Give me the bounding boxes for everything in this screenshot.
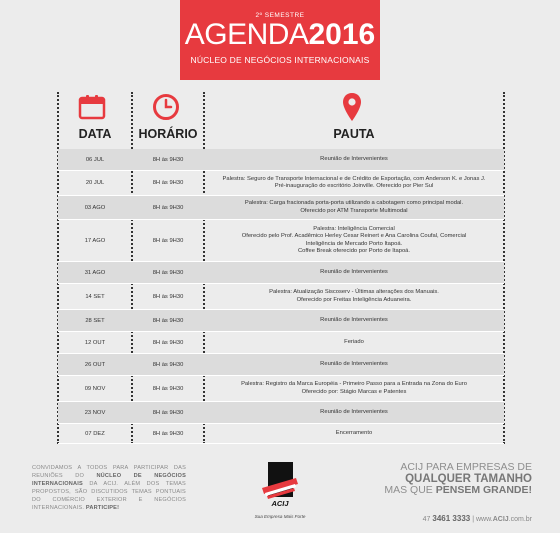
row-time: 8H às 9H30 [152, 409, 184, 416]
row-agenda [204, 409, 504, 416]
table-row [58, 196, 504, 220]
banner-subtitle: NÚCLEO DE NEGÓCIOS INTERNACIONAIS [190, 55, 370, 65]
map-pin-icon [342, 92, 362, 127]
agenda-banner [180, 0, 380, 80]
row-time: 8H às 9H30 [152, 317, 184, 324]
row-agenda [204, 289, 504, 304]
table-row [58, 402, 504, 424]
header-agenda: PAUTA [333, 127, 375, 141]
table-row [58, 354, 504, 376]
agenda-line: Palestra: Carga fracionada porta-porta utilizando a cabotagem como principal modal. [244, 200, 464, 207]
table-row [58, 310, 504, 332]
invite-text-2: DA ACIJ. ALÉM DOS TEMAS PROPOSTOS, SÃO DISCUTIDOS TEMAS PONTUAIS DO COMÉRCIO EXTERIOR E NEGÓCIOS INTERNACIONAIS. [32, 481, 186, 511]
agenda-line: Oferecido por: Stágio Marcas e Patentes [301, 388, 407, 395]
row-date: 14 SET [85, 293, 105, 300]
agenda-line: Reunião de Intervenientes [320, 155, 388, 162]
agenda-line: Oferecido pelo Prof. Acadêmico Herley Cesar Reinert e Ana Carolina Coufal, Comercial [241, 233, 467, 240]
agenda-line: Reunião de Intervenientes [320, 360, 388, 367]
contact-separator: | [472, 516, 475, 523]
row-agenda [204, 176, 504, 191]
row-time: 8H às 9H30 [152, 430, 184, 437]
agenda-line: Encerramento [335, 429, 373, 436]
clock-icon [152, 93, 180, 126]
row-date: 28 SET [85, 317, 105, 324]
invite-bold-1: NÚCLEO DE NEGÓCIOS INTERNACIONAIS [32, 473, 186, 487]
website-suffix: .com.br [508, 516, 532, 523]
phone-ddd: 47 [422, 516, 431, 523]
phone-number: 3461 3333 [432, 514, 471, 523]
header-time: HORÁRIO [138, 127, 198, 141]
agenda-line: Reunião de Intervenientes [320, 316, 388, 323]
agenda-line: Palestra: Seguro de Transporte Internacional e de Crédito de Exportação, com Anderson K. e Jonas J. [222, 175, 486, 182]
agenda-line: Palestra: Registro da Marca Européia - Primeiro Passo para a Entrada na Zona do Euro [241, 381, 467, 388]
invitation-text [32, 464, 186, 512]
row-date: 26 OUT [84, 361, 106, 368]
agenda-line: Inteligência de Mercado Porto Itapoá. [305, 240, 403, 247]
row-agenda [204, 269, 504, 276]
agenda-line: Reunião de Intervenientes [320, 268, 388, 275]
table-row [58, 376, 504, 402]
acij-logo [240, 462, 320, 519]
table-row [58, 284, 504, 310]
row-time: 8H às 9H30 [152, 361, 184, 368]
row-time: 8H às 9H30 [152, 385, 184, 392]
row-agenda [204, 430, 504, 437]
title-word: AGENDA [184, 18, 309, 51]
row-date: 12 OUT [84, 339, 106, 346]
table-row [58, 332, 504, 354]
slogan-line-2: QUALQUER TAMANHO [405, 472, 532, 485]
slogan-line-3a: MAS QUE [384, 484, 436, 496]
row-date: 31 AGO [84, 269, 106, 276]
agenda-line: Reunião de Intervenientes [320, 408, 388, 415]
row-time: 8H às 9H30 [152, 269, 184, 276]
agenda-title [180, 18, 380, 52]
slogan-line-1: ACIJ PARA EMPRESAS DE [400, 461, 532, 473]
row-agenda [204, 381, 504, 396]
slogan [372, 462, 532, 497]
acij-logo-mark [255, 462, 305, 508]
website-link[interactable] [476, 516, 532, 523]
slogan-line-3b: PENSEM GRANDE! [435, 484, 532, 496]
row-agenda [204, 317, 504, 324]
row-date: 09 NOV [84, 385, 106, 392]
header-date: DATA [78, 127, 112, 141]
row-time: 8H às 9H30 [152, 180, 184, 186]
agenda-line: Oferecido por Freitas Inteligência Aduaneira. [296, 296, 412, 303]
row-date: 23 NOV [84, 409, 106, 416]
agenda-line: Palestra: Inteligência Comercial [313, 225, 395, 232]
invite-bold-2: PARTICIPE! [85, 505, 120, 511]
table-row [58, 262, 504, 284]
row-time: 8H às 9H30 [152, 204, 184, 211]
row-date: 03 AGO [84, 204, 106, 211]
calendar-icon [78, 94, 106, 125]
agenda-line: Oferecido por ATM Transporte Multimodal [300, 207, 408, 214]
row-agenda [204, 226, 504, 256]
row-time: 8H às 9H30 [152, 237, 184, 244]
row-time: 8H às 9H30 [152, 293, 184, 300]
logo-tagline: Sua Empresa Mais Forte [254, 514, 306, 519]
row-agenda [204, 339, 504, 346]
table-row [58, 149, 504, 171]
agenda-table [58, 149, 504, 444]
contact-info [374, 514, 532, 523]
row-date: 07 DEZ [85, 430, 105, 437]
row-date: 06 JUL [85, 156, 105, 163]
invite-text-1: CONVIDAMOS A TODOS PARA PARTICIPAR DAS REUNIÕES DO [32, 465, 186, 479]
semester-label: 2º SEMESTRE [255, 12, 305, 19]
agenda-line: Palestra: Atualização Siscoserv - Últimas alterações dos Manuais. [269, 289, 439, 296]
website-prefix: www. [475, 516, 493, 523]
agenda-line: Coffee Break oferecido por Porto de Itapoá. [297, 247, 411, 254]
svg-text:ACIJ: ACIJ [271, 499, 289, 508]
agenda-line: Feriado [344, 338, 364, 345]
row-time: 8H às 9H30 [152, 339, 184, 346]
slogan-line-3 [372, 485, 532, 497]
row-date: 17 AGO [84, 237, 106, 244]
agenda-line: Pré-inauguração do escritório Joinville. Oferecido por Pier Sul [274, 183, 434, 189]
title-year: 2016 [308, 18, 376, 51]
row-agenda [204, 200, 504, 215]
row-agenda [204, 361, 504, 368]
website-name: ACIJ [492, 516, 509, 523]
row-agenda [204, 156, 504, 163]
table-row [58, 220, 504, 262]
row-date: 20 JUL [85, 180, 105, 186]
table-row [58, 171, 504, 196]
table-row [58, 424, 504, 444]
row-time: 8H às 9H30 [152, 156, 184, 163]
